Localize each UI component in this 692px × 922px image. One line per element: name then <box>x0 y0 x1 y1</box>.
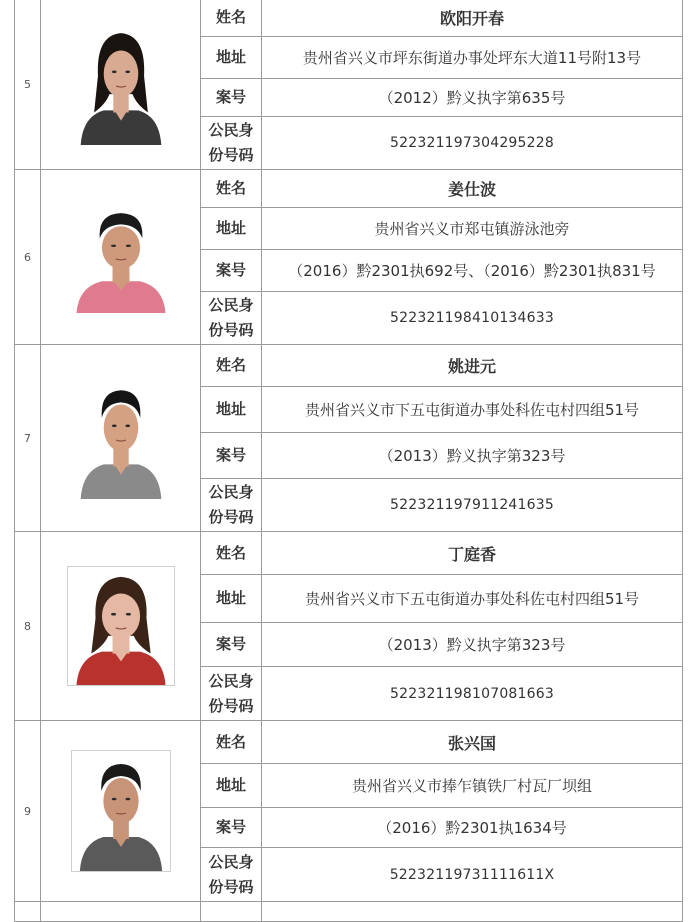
case-number: （2012）黔义执字第635号 <box>262 79 683 117</box>
address-label: 地址 <box>201 387 262 433</box>
case-number-label: 案号 <box>201 250 262 292</box>
address-label: 地址 <box>201 764 262 808</box>
id-number-label: 公民身 份号码 <box>201 667 262 721</box>
case-number-label: 案号 <box>201 79 262 117</box>
record-photo-cell <box>41 532 201 721</box>
next-record-partial <box>15 902 683 922</box>
person-portrait <box>73 377 169 499</box>
case-number: （2016）黔2301执1634号 <box>262 808 683 848</box>
id-number: 522321198107081663 <box>262 667 683 721</box>
id-number: 522321197304295228 <box>262 117 683 170</box>
person-name: 姚进元 <box>262 345 683 387</box>
record-photo-cell <box>41 721 201 902</box>
person-address: 贵州省兴义市下五屯街道办事处科佐屯村四组51号 <box>262 575 683 623</box>
case-number: （2013）黔义执字第323号 <box>262 433 683 479</box>
name-label: 姓名 <box>201 532 262 575</box>
dishonest-debtor-table <box>14 0 683 922</box>
person-address: 贵州省兴义市郑屯镇游泳池旁 <box>262 208 683 250</box>
name-label: 姓名 <box>201 345 262 387</box>
name-label: 姓名 <box>201 721 262 764</box>
case-number: （2016）黔2301执692号、（2016）黔2301执831号 <box>262 250 683 292</box>
person-name: 姜仕波 <box>262 170 683 208</box>
address-label: 地址 <box>201 575 262 623</box>
name-label: 姓名 <box>201 170 262 208</box>
record-index: 5 <box>15 0 41 170</box>
id-number-label: 公民身 份号码 <box>201 479 262 532</box>
person-portrait <box>67 566 175 686</box>
person-address: 贵州省兴义市下五屯街道办事处科佐屯村四组51号 <box>262 387 683 433</box>
person-portrait <box>73 23 169 145</box>
person-portrait <box>71 750 171 872</box>
id-number-label: 公民身 份号码 <box>201 292 262 345</box>
name-label: 姓名 <box>201 0 262 37</box>
record-index: 7 <box>15 345 41 532</box>
case-number: （2013）黔义执字第323号 <box>262 623 683 667</box>
address-label: 地址 <box>201 208 262 250</box>
record-index: 6 <box>15 170 41 345</box>
id-number-label: 公民身 份号码 <box>201 848 262 902</box>
case-number-label: 案号 <box>201 623 262 667</box>
case-number-label: 案号 <box>201 808 262 848</box>
id-number: 522321197911241635 <box>262 479 683 532</box>
record-5-name-row <box>15 0 683 37</box>
record-photo-cell <box>41 345 201 532</box>
person-name: 欧阳开春 <box>262 0 683 37</box>
person-address: 贵州省兴义市坪东街道办事处坪东大道11号附13号 <box>262 37 683 79</box>
address-label: 地址 <box>201 37 262 79</box>
person-address: 贵州省兴义市捧乍镇铁厂村瓦厂坝组 <box>262 764 683 808</box>
person-portrait <box>68 201 174 313</box>
record-photo-cell <box>41 0 201 170</box>
record-photo-cell <box>41 170 201 345</box>
record-index: 9 <box>15 721 41 902</box>
id-number: 522321198410134633 <box>262 292 683 345</box>
record-index: 8 <box>15 532 41 721</box>
case-number-label: 案号 <box>201 433 262 479</box>
id-number-label: 公民身 份号码 <box>201 117 262 170</box>
id-number: 52232119731111611X <box>262 848 683 902</box>
person-name: 张兴国 <box>262 721 683 764</box>
person-name: 丁庭香 <box>262 532 683 575</box>
